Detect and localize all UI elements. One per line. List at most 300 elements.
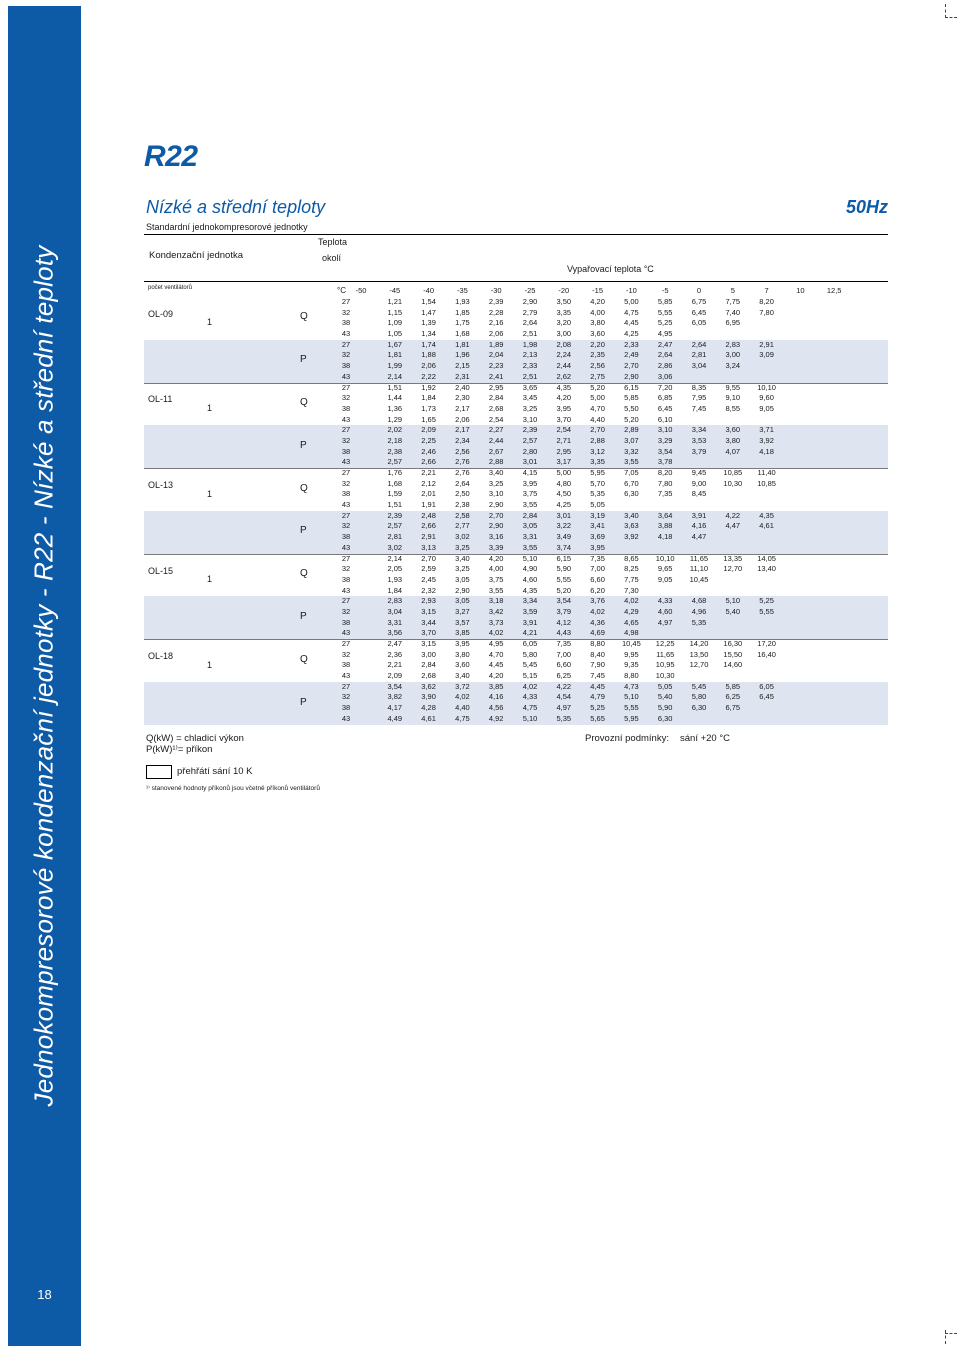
table-cell: 3,59 (522, 606, 538, 616)
divider (144, 281, 888, 282)
table-cell: 2,89 (624, 425, 639, 435)
table-row (144, 575, 888, 586)
table-cell: 10,30 (655, 671, 675, 681)
table-cell: 3,35 (556, 307, 572, 317)
table-cell: 4,73 (624, 681, 639, 691)
table-cell: 16,40 (757, 649, 776, 659)
table-row (144, 372, 888, 383)
table-cell: 3,79 (691, 446, 707, 456)
table-cell: 4,69 (590, 628, 605, 638)
table-cell: 3,64 (657, 510, 673, 520)
ambient-temp-cell: 38 (341, 403, 351, 413)
table-row (144, 489, 888, 500)
table-cell: 2,77 (455, 521, 470, 531)
table-cell: 2,23 (488, 361, 504, 371)
table-cell: 3,60 (455, 660, 470, 670)
table-cell: 2,38 (387, 446, 403, 456)
table-cell: 3,60 (725, 425, 741, 435)
table-cell: 12,25 (655, 639, 675, 648)
ambient-temp-cell: 27 (341, 468, 351, 477)
table-row (144, 425, 888, 436)
table-cell: 4,20 (590, 297, 605, 306)
crop-mark (945, 1333, 957, 1334)
table-cell: 6,60 (556, 660, 572, 670)
model-separator (144, 554, 888, 555)
table-cell: 4,35 (522, 585, 538, 595)
table-cell: 2,56 (590, 361, 605, 371)
table-cell: 2,21 (387, 660, 403, 670)
table-cell: 3,02 (455, 532, 470, 542)
table-cell: 4,35 (556, 382, 572, 392)
table-row (144, 479, 888, 490)
table-row (144, 639, 888, 650)
table-cell: 3,18 (488, 596, 504, 606)
table-cell: 3,06 (657, 371, 673, 381)
table-cell: 6,15 (556, 553, 572, 563)
ambient-header-line2: okolí (322, 253, 342, 263)
table-cell: 2,14 (387, 371, 403, 381)
page-number: 18 (37, 1287, 52, 1302)
table-cell: 5,35 (691, 617, 707, 627)
table-cell: 10,10 (655, 553, 675, 563)
table-cell: 5,85 (624, 393, 639, 403)
table-cell: 5,80 (522, 649, 538, 659)
table-cell: 4,54 (556, 692, 572, 702)
section-caption: Standardní jednokompresorové jednotky (146, 222, 308, 232)
model-name: OL-11 (148, 394, 173, 405)
table-cell: 4,25 (624, 329, 639, 339)
table-row (144, 596, 888, 607)
table-row (144, 308, 888, 319)
table-cell: 1,93 (387, 574, 403, 584)
ambient-temp-cell: 32 (341, 435, 351, 445)
table-cell: 3,42 (488, 606, 504, 616)
table-cell: 3,07 (624, 435, 639, 445)
table-cell: 4,97 (657, 617, 673, 627)
table-cell: 6,05 (522, 639, 538, 648)
table-cell: 7,80 (759, 307, 774, 317)
ambient-temp-cell: 43 (341, 671, 351, 681)
table-cell: 8,40 (590, 649, 605, 659)
page-title: R22 (144, 140, 198, 173)
table-row (144, 457, 888, 468)
table-cell: 5,35 (590, 489, 605, 499)
table-cell: 4,16 (691, 521, 707, 531)
table-cell: 2,21 (421, 468, 436, 477)
power-label: P (300, 439, 307, 451)
table-cell: 2,14 (387, 553, 403, 563)
table-cell: 2,56 (455, 446, 470, 456)
table-cell: 7,30 (624, 585, 639, 595)
table-cell: 3,54 (387, 681, 403, 691)
table-cell: 2,46 (421, 446, 436, 456)
table-cell: 4,68 (691, 596, 707, 606)
table-cell: 3,27 (455, 606, 470, 616)
table-cell: 2,50 (455, 489, 470, 499)
table-cell: 4,61 (421, 713, 436, 723)
table-cell: 2,70 (590, 425, 605, 435)
table-row (144, 318, 888, 329)
table-cell: 3,95 (590, 542, 605, 552)
table-cell: 2,01 (421, 489, 436, 499)
table-cell: 9,05 (657, 574, 673, 584)
table-row (144, 447, 888, 458)
table-cell: 3,34 (691, 425, 707, 435)
ambient-temp-cell: 43 (341, 457, 351, 467)
table-cell: 3,88 (657, 521, 673, 531)
table-cell: 2,35 (590, 350, 605, 360)
ambient-temp-cell: 38 (341, 617, 351, 627)
table-cell: 3,55 (522, 542, 538, 552)
table-cell: 4,17 (387, 703, 403, 713)
table-row (144, 543, 888, 554)
table-cell: 3,80 (455, 649, 470, 659)
table-cell: 3,71 (759, 425, 774, 435)
table-cell: 5,20 (556, 585, 572, 595)
table-cell: 5,35 (556, 713, 572, 723)
table-cell: 2,66 (421, 521, 436, 531)
table-cell: 4,02 (455, 692, 470, 702)
table-row (144, 660, 888, 671)
table-cell: 2,64 (657, 350, 673, 360)
table-cell: 4,65 (624, 617, 639, 627)
table-cell: 3,04 (691, 361, 707, 371)
table-cell: 3,44 (421, 617, 436, 627)
ambient-temp-cell: 38 (341, 489, 351, 499)
table-cell: 2,18 (387, 435, 403, 445)
table-cell: 3,17 (556, 457, 572, 467)
table-cell: 6,95 (725, 318, 741, 328)
table-cell: 3,02 (387, 542, 403, 552)
table-cell: 5,00 (624, 297, 639, 306)
table-cell: 2,57 (522, 435, 538, 445)
table-cell: 4,16 (488, 692, 504, 702)
table-cell: 2,16 (488, 318, 504, 328)
table-cell: 10,85 (723, 468, 743, 477)
table-row (144, 586, 888, 597)
ambient-temp-cell: 27 (341, 553, 351, 563)
table-row (144, 618, 888, 629)
table-cell: 2,17 (455, 425, 470, 435)
table-row (144, 682, 888, 693)
table-cell: 6,30 (624, 489, 639, 499)
table-cell: 2,28 (488, 307, 504, 317)
table-cell: 15,50 (723, 649, 743, 659)
sidebar-title: Jednokompresorové kondenzační jednotky - R22 - Nízké a střední teploty (28, 245, 59, 1107)
table-cell: 7,45 (691, 403, 707, 413)
table-cell: 3,25 (522, 403, 538, 413)
table-cell: 4,75 (522, 703, 538, 713)
table-cell: 4,70 (488, 649, 504, 659)
table-cell: 4,02 (488, 628, 504, 638)
unit-column-header: Kondenzační jednotka (149, 250, 244, 261)
table-cell: 5,10 (522, 713, 538, 723)
ambient-temp-cell: 27 (341, 681, 351, 691)
capacity-label: Q (300, 397, 308, 408)
table-cell: 4,70 (590, 403, 605, 413)
table-cell: 2,68 (488, 403, 504, 413)
table-cell: 6,30 (657, 713, 673, 723)
ambient-temp-cell: 32 (341, 521, 351, 531)
table-cell: 6,15 (624, 382, 639, 392)
ambient-temp-cell: 32 (341, 393, 351, 403)
table-cell: 4,56 (488, 703, 504, 713)
table-cell: 16,30 (723, 639, 743, 648)
ambient-temp-cell: 27 (341, 639, 351, 648)
table-cell: 3,78 (657, 457, 673, 467)
table-cell: 3,72 (455, 681, 470, 691)
table-cell: 1,92 (421, 382, 436, 392)
table-row (144, 607, 888, 618)
table-row (144, 554, 888, 565)
table-cell: 5,65 (590, 713, 605, 723)
ambient-temp-cell: 32 (341, 606, 351, 616)
table-cell: 1,51 (387, 500, 403, 510)
table-cell: 3,90 (421, 692, 436, 702)
table-cell: 6,30 (691, 703, 707, 713)
table-cell: 6,25 (725, 692, 741, 702)
table-cell: 4,22 (725, 510, 741, 520)
table-cell: 4,12 (556, 617, 572, 627)
table-cell: 4,96 (691, 606, 707, 616)
table-cell: 2,33 (624, 339, 639, 349)
table-cell: 4,07 (725, 446, 741, 456)
table-cell: 10,45 (689, 574, 709, 584)
table-cell: 6,05 (759, 681, 774, 691)
ambient-temp-cell: 38 (341, 446, 351, 456)
table-cell: 3,75 (488, 574, 504, 584)
table-cell: 4,29 (624, 606, 639, 616)
table-cell: 5,45 (522, 660, 538, 670)
table-cell: 3,45 (522, 393, 538, 403)
table-cell: 1,88 (421, 350, 436, 360)
table-row (144, 714, 888, 725)
table-cell: 3,41 (590, 521, 605, 531)
table-cell: 3,00 (725, 350, 741, 360)
table-cell: 1,93 (455, 297, 470, 306)
table-cell: 5,55 (624, 703, 639, 713)
table-cell: 4,20 (488, 553, 504, 563)
table-cell: 1,73 (421, 403, 436, 413)
table-cell: 5,85 (657, 297, 673, 306)
table-cell: 1,54 (421, 297, 436, 306)
table-cell: 2,84 (522, 510, 538, 520)
table-cell: 6,85 (657, 393, 673, 403)
table-cell: 3,92 (759, 435, 774, 445)
table-cell: 6,75 (691, 297, 707, 306)
table-cell: 1,96 (455, 350, 470, 360)
table-cell: 4,40 (590, 414, 605, 424)
ambient-temp-cell: 27 (341, 297, 351, 306)
table-cell: 3,63 (624, 521, 639, 531)
table-cell: 1,47 (421, 307, 436, 317)
table-cell: 2,84 (488, 393, 504, 403)
table-cell: 11,65 (689, 553, 709, 563)
table-cell: 4,18 (759, 446, 774, 456)
table-cell: 6,60 (590, 574, 605, 584)
page-subtitle: Nízké a střední teploty (146, 197, 326, 217)
table-cell: 3,70 (421, 628, 436, 638)
table-cell: 3,01 (522, 457, 538, 467)
table-cell: 1,65 (421, 414, 436, 424)
table-cell: 5,95 (624, 713, 639, 723)
table-cell: 2,79 (522, 307, 538, 317)
capacity-label: Q (300, 311, 308, 323)
table-cell: 4,50 (556, 489, 572, 499)
table-cell: 5,70 (590, 478, 605, 488)
table-row (144, 650, 888, 661)
fan-count-label: počet ventilátorů (148, 285, 193, 291)
table-cell: 8,35 (691, 382, 707, 392)
table-row (144, 436, 888, 447)
table-cell: 5,55 (759, 606, 774, 616)
table-cell: 2,58 (455, 510, 470, 520)
table-cell: 3,92 (624, 532, 639, 542)
table-cell: 3,25 (488, 478, 504, 488)
table-cell: 3,70 (556, 414, 572, 424)
table-cell: 2,15 (455, 361, 470, 371)
capacity-label: Q (300, 482, 308, 494)
table-cell: 4,36 (590, 617, 605, 627)
table-cell: 3,91 (691, 510, 707, 520)
table-cell: 7,75 (624, 574, 639, 584)
table-cell: 6,10 (657, 414, 673, 424)
table-cell: 3,25 (455, 564, 470, 574)
table-cell: 5,10 (725, 596, 741, 606)
evap-temp-header: -20 (558, 286, 570, 295)
table-cell: 2,44 (556, 361, 572, 371)
table-cell: 3,35 (590, 457, 605, 467)
table-cell: 4,75 (455, 713, 470, 723)
table-cell: 3,16 (488, 532, 504, 542)
table-cell: 7,00 (556, 649, 572, 659)
table-cell: 2,57 (387, 521, 403, 531)
table-cell: 6,45 (691, 307, 707, 317)
evap-temp-header: -5 (661, 286, 669, 295)
table-cell: 2,91 (421, 532, 436, 542)
unit-label: °C (337, 286, 346, 295)
model-separator (144, 468, 888, 469)
table-cell: 2,44 (488, 435, 504, 445)
table-cell: 3,50 (556, 297, 572, 306)
table-cell: 4,47 (725, 521, 741, 531)
table-cell: 5,15 (522, 671, 538, 681)
ambient-temp-cell: 27 (341, 425, 351, 435)
table-cell: 9,05 (759, 403, 774, 413)
table-cell: 4,45 (590, 681, 605, 691)
table-cell: 7,35 (657, 489, 673, 499)
evap-temp-header: -10 (625, 286, 637, 295)
ambient-temp-cell: 43 (341, 713, 351, 723)
table-cell: 4,60 (657, 606, 673, 616)
table-cell: 8,65 (624, 553, 639, 563)
table-cell: 3,04 (387, 606, 403, 616)
capacity-label: Q (300, 568, 308, 580)
table-cell: 12,70 (689, 660, 709, 670)
legend-p: P(kW)¹⁾= příkon (146, 744, 213, 755)
table-cell: 1,67 (387, 339, 403, 349)
table-row (144, 415, 888, 426)
table-cell: 3,82 (387, 692, 403, 702)
fan-count: 1 (207, 659, 213, 670)
table-cell: 4,92 (488, 713, 504, 723)
table-row (144, 468, 888, 479)
table-cell: 2,64 (522, 318, 538, 328)
table-row (144, 521, 888, 532)
table-cell: 5,80 (691, 692, 707, 702)
frequency-label: 50Hz (845, 197, 888, 217)
table-cell: 3,09 (759, 350, 774, 360)
evap-temp-header: -50 (355, 286, 367, 295)
table-cell: 4,97 (556, 703, 572, 713)
table-row (144, 692, 888, 703)
table-cell: 3,34 (522, 596, 538, 606)
table-cell: 2,93 (421, 596, 436, 606)
table-cell: 4,25 (556, 500, 572, 510)
ambient-temp-cell: 38 (341, 361, 351, 371)
table-cell: 4,00 (488, 564, 504, 574)
table-header-row (144, 284, 888, 296)
table-cell: 4,40 (455, 703, 470, 713)
operating-conditions-value: sání +20 °C (680, 733, 731, 744)
table-cell: 2,32 (421, 585, 436, 595)
table-cell: 4,95 (488, 639, 504, 648)
table-cell: 7,05 (624, 468, 639, 477)
table-cell: 3,20 (556, 318, 572, 328)
power-label: P (300, 611, 307, 622)
table-cell: 5,90 (657, 703, 673, 713)
table-cell: 3,65 (522, 382, 538, 392)
table-cell: 3,00 (421, 649, 436, 659)
ambient-temp-cell: 43 (341, 585, 351, 595)
table-cell: 2,51 (522, 329, 538, 339)
table-cell: 3,10 (522, 414, 538, 424)
table-cell: 11,10 (689, 564, 709, 574)
table-cell: 2,05 (387, 564, 403, 574)
table-cell: 2,95 (556, 446, 572, 456)
table-cell: 13,50 (689, 649, 709, 659)
table-cell: 5,50 (624, 403, 639, 413)
table-cell: 12,70 (723, 564, 743, 574)
table-cell: 4,00 (590, 307, 605, 317)
table-cell: 2,83 (387, 596, 403, 606)
table-cell: 4,02 (590, 606, 605, 616)
table-cell: 8,25 (624, 564, 639, 574)
fan-count: 1 (207, 488, 213, 499)
ambient-temp-cell: 38 (341, 703, 351, 713)
table-cell: 2,45 (421, 574, 436, 584)
table-cell: 2,68 (421, 671, 436, 681)
table-cell: 2,48 (421, 510, 436, 520)
table-cell: 3,10 (488, 489, 504, 499)
table-cell: 3,95 (556, 403, 572, 413)
table-cell: 3,13 (421, 542, 436, 552)
table-cell: 7,20 (657, 382, 673, 392)
table-cell: 2,70 (488, 510, 504, 520)
table-cell: 7,45 (590, 671, 605, 681)
table-cell: 5,95 (590, 468, 605, 477)
table-row (144, 671, 888, 682)
table-cell: 9,60 (759, 393, 774, 403)
table-cell: 2,24 (556, 350, 572, 360)
table-cell: 2,76 (455, 457, 470, 467)
table-cell: 3,40 (455, 553, 470, 563)
ambient-temp-cell: 32 (341, 564, 351, 574)
table-cell: 2,47 (657, 339, 673, 349)
table-cell: 5,85 (725, 681, 741, 691)
table-cell: 4,20 (556, 393, 572, 403)
table-cell: 5,20 (590, 382, 605, 392)
